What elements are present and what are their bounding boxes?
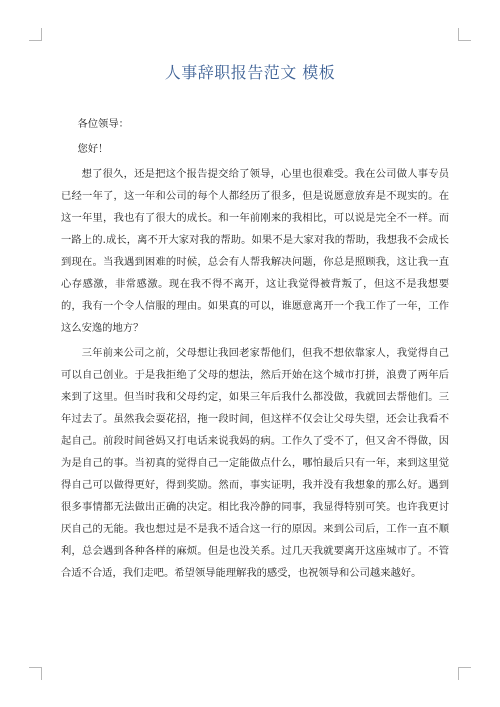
crop-mark-bottom-left [29, 667, 42, 680]
document-title: 人事辞职报告范文 模板 [164, 63, 336, 82]
paragraph-2: 三年前来公司之前，父母想让我回老家帮他们，但我不想依靠家人，我觉得自己可以自己创业。于是我拒绝了父母的想法，然后开始在这个城市打拼，浪费了两年后来到了这里。但当时我和父母约定，如果三年后我什么都没做，我就回去帮他们。三年过去了。虽然我会耍花招，拖一段时间，但这样不仅会让父母失望，还会让我看不起自己。前段时间爸妈又打电话来说我妈的病。工作久了受不了，但又舍不得做，因为是自己的事。当初真的觉得自己一定能做点什么，哪怕最后只有一年，来到这里觉得自己可以做得更好，得到奖励。然而，事实证明，我并没有我想象的那么好。遇到很多事情都无法做出正确的决定。相比我冷静的同事，我显得特别可笑。也许我更讨厌自己的无能。我也想过是不是我不适合这一行的原因。来到公司后，工作一直不顺利，总会遇到各种各样的麻烦。但是也没关系。过几天我就要离开这座城市了。不管合适不合适，我们走吧。希望领导能理解我的感受，也祝领导和公司越来越好。 [61, 347, 449, 579]
crop-mark-bottom-right [458, 667, 471, 680]
paragraph-1: 想了很久，还是把这个报告提交给了领导，心里也很难受。我在公司做人事专员已经一年了，这一年和公司的每个人都经历了很多，但是说愿意放弃是不现实的。在这一年里，我也有了很大的成长。和一年前刚来的我相比，可以说是完全不一样。而一路上的.成长，离不开大家对我的帮助。如果不是大家对我的帮助，我想我不会成长到现在。当我遇到困难的时候，总会有人帮我解决问题，你总是照顾我，这让我一直心存感激，非常感激。现在我不得不离开，这让我觉得被背叛了，但这不是我想要的，我有一个令人信服的理由。如果真的可以，谁愿意离开一个我工作了一年，工作这么安逸的地方？ [61, 168, 449, 334]
greeting: 您好！ [77, 143, 109, 155]
salutation: 各位领导： [77, 118, 129, 130]
document-body [61, 113, 449, 587]
crop-mark-top-left [29, 28, 42, 41]
crop-mark-top-right [458, 28, 471, 41]
